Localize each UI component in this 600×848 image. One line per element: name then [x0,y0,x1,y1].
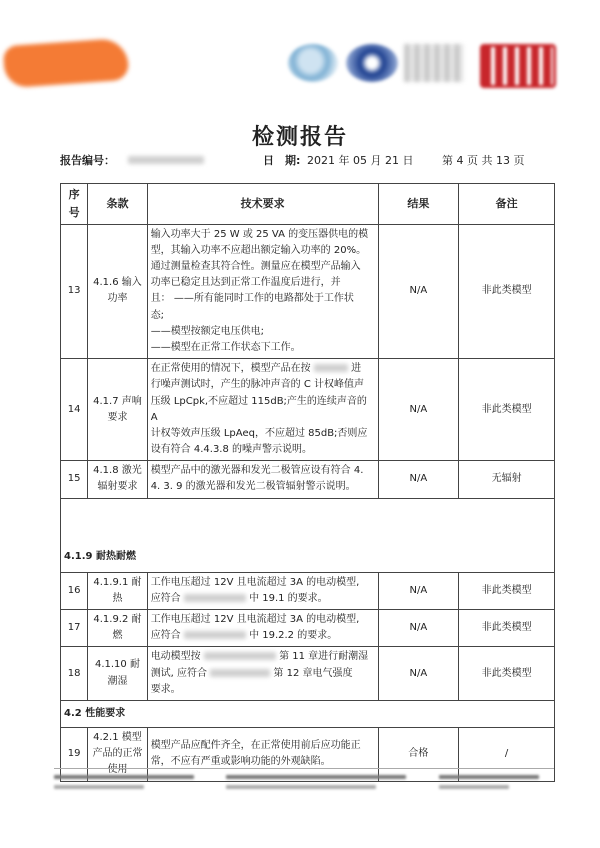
row-no: 19 [61,727,88,781]
section-heading: 4.1.9 耐热耐燃 [61,498,555,572]
row-requirement [147,572,378,609]
req-text: 第 12 章电气强度 [273,667,353,679]
req-line: 计权等效声压级 LpAeq，不应超过 85dB;否则应 [150,427,368,439]
row-result: N/A [378,572,459,609]
req-text: 进 [351,363,362,375]
row-no: 13 [61,224,88,359]
row-note: 非此类模型 [459,224,555,359]
row-clause: 4.1.9.2 耐燃 [88,610,147,647]
cma-logo-icon [480,44,556,88]
cnas-logo-icon [288,44,338,82]
section-heading: 4.2 性能要求 [61,700,555,727]
row-requirement [147,359,378,461]
req-line: 且： ——所有能同时工作的电路都处于工作状 [150,293,354,305]
row-note: 非此类模型 [459,610,555,647]
row-note: / [459,727,555,781]
date-label: 日 期: [263,154,301,167]
report-no-label: 报告编号： [60,154,115,167]
req-line [151,666,375,682]
row-result: 合格 [378,727,459,781]
redacted-standard [210,669,270,677]
row-requirement [147,610,378,647]
req-line [151,361,375,377]
req-line [151,649,375,665]
header-requirement: 技术要求 [147,184,378,225]
header-result: 结果 [378,184,459,225]
header-no: 序号 [61,184,88,225]
row-result: N/A [378,610,459,647]
requirements-table [60,183,555,782]
req-line: 功率已稳定且达到正常工作温度后进行，并 [150,277,341,289]
req-text: 电动模型按 [150,651,201,663]
row-result: N/A [378,647,459,701]
row-no: 14 [61,359,88,461]
req-text: 在正常使用的情况下，模型产品在按 [150,363,311,375]
table-header-row [61,184,555,225]
req-text: 中 19.2.2 的要求。 [249,630,338,642]
row-result: N/A [378,224,459,359]
footer-contact-redacted [439,775,549,795]
row-note: 非此类模型 [459,359,555,461]
report-meta [60,152,560,168]
req-text: 中 19.1 的要求。 [249,592,328,604]
row-result: N/A [378,461,459,498]
redacted-standard [314,364,348,372]
table-row [61,461,555,498]
row-requirement [147,461,378,498]
row-clause: 4.1.8 激光辐射要求 [88,461,147,498]
req-line: 压级 LpCpk,不应超过 115dB;产生的连续声音的 A [150,395,367,423]
row-requirement [147,647,378,701]
row-requirement [147,224,378,359]
req-line: 模型产品应配件齐全，在正常使用前后应功能正 [150,740,361,752]
row-note: 非此类模型 [459,572,555,609]
row-clause: 4.1.10 耐潮湿 [88,647,147,701]
req-line: 要求。 [150,683,181,695]
req-line: 设有符合 4.4.3.8 的噪声警示说明。 [150,444,313,456]
req-line: 模型产品中的激光器和发光二极管应设有符合 4. [150,465,364,477]
row-clause: 4.1.9.1 耐热 [88,572,147,609]
redacted-standard [184,631,246,639]
ilac-mra-logo-icon [346,44,398,82]
qr-code-icon [404,44,464,82]
row-no: 18 [61,647,88,701]
row-clause: 4.1.6 输入功率 [88,224,147,359]
row-note: 非此类模型 [459,647,555,701]
row-clause: 4.2.1 模型产品的正常使用 [88,727,147,781]
section-row [61,498,555,572]
req-line [151,591,375,607]
header-note: 备注 [459,184,555,225]
req-text: 应符合 [150,630,181,642]
table-row [61,572,555,609]
table-row [61,610,555,647]
table-row [61,647,555,701]
page-info: 第 4 页 共 13 页 [442,154,525,167]
row-no: 15 [61,461,88,498]
req-line: 工作电压超过 12V 且电流超过 3A 的电动模型, [150,576,360,588]
req-text: 应符合 [150,592,181,604]
req-line: 工作电压超过 12V 且电流超过 3A 的电动模型, [150,614,360,625]
table-row [61,224,555,359]
redacted-standard [204,652,276,660]
req-text: 测试, 应符合 [150,667,208,679]
table-row [61,359,555,461]
req-text: 第 11 章进行耐潮湿 [279,651,369,663]
req-line: 通过测量检查其符合性。测量应在模型产品输入 [150,261,361,272]
row-no: 17 [61,610,88,647]
redacted-standard [184,594,246,602]
page-footer [54,768,554,799]
footer-company-redacted [54,775,204,795]
row-note: 无辐射 [459,461,555,498]
row-result: N/A [378,359,459,461]
header-clause: 条款 [88,184,147,225]
report-title: 检测报告 [251,125,348,150]
req-line: 型，其输入功率不应超出额定输入功率的 20%。 [150,244,367,256]
req-line: ——模型在正常工作状态下工作。 [150,341,301,353]
row-no: 16 [61,572,88,609]
req-line [151,628,375,644]
redacted-lab-logo [3,38,130,89]
req-line: 态; [150,309,165,321]
req-line: 输入功率大于 25 W 或 25 VA 的变压器供电的模 [150,228,369,240]
section-row [61,700,555,727]
req-line: 4. 3. 9 的激光器和发光二极管辐射警示说明。 [150,481,356,493]
row-clause: 4.1.7 声响要求 [88,359,147,461]
date-value: 2021 年 05 月 21 日 [307,154,414,167]
req-line: 行噪声测试时，产生的脉冲声音的 C 计权峰值声 [150,379,365,391]
footer-address-redacted [226,775,416,795]
req-line: 常，不应有严重或影响功能的外观缺陷。 [150,756,331,768]
req-line: ——模型按额定电压供电; [150,325,265,337]
